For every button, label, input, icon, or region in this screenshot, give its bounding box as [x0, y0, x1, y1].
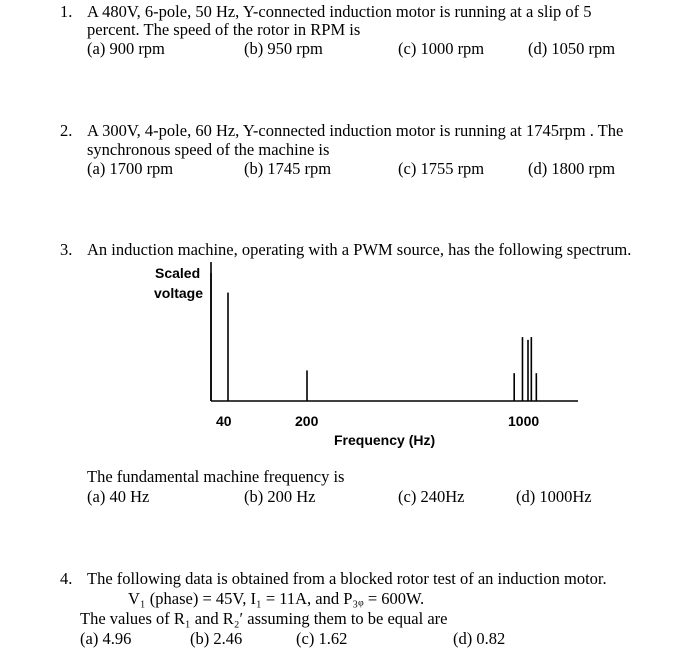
q4-text-line1: The following data is obtained from a blocked rotor test of an induction motor. — [87, 569, 607, 588]
q2-option-b: (b) 1745 rpm — [244, 159, 332, 178]
q2-number: 2. — [60, 121, 73, 140]
q1-option-b: (b) 950 rpm — [244, 39, 323, 58]
q3-option-c: (c) 240Hz — [398, 487, 465, 506]
q1-number: 1. — [60, 2, 73, 21]
x-tick-label-200: 200 — [295, 413, 319, 429]
q3-option-b: (b) 200 Hz — [244, 487, 316, 506]
q3-text-line1: An induction machine, operating with a PWM source, has the following spectrum. — [87, 240, 632, 259]
q4-option-b: (b) 2.46 — [190, 629, 243, 648]
q2-text-line1: A 300V, 4-pole, 60 Hz, Y-connected induction motor is running at 1745rpm . The — [87, 121, 624, 140]
q3-question: The fundamental machine frequency is — [87, 467, 345, 486]
x-tick-label-1000: 1000 — [508, 413, 540, 429]
q4-text-line3: The values of R₁ and R₂′ assuming them to be equal are — [80, 609, 448, 628]
q4-option-a: (a) 4.96 — [80, 629, 132, 648]
q4-option-d: (d) 0.82 — [453, 629, 506, 648]
q2-option-a: (a) 1700 rpm — [87, 159, 174, 178]
q2-text-line2: synchronous speed of the machine is — [87, 140, 330, 159]
q4-option-c: (c) 1.62 — [296, 629, 348, 648]
q1-text-line2: percent. The speed of the rotor in RPM is — [87, 20, 361, 39]
y-axis-label-line1: Scaled — [155, 265, 201, 281]
q1-option-a: (a) 900 rpm — [87, 39, 165, 58]
q3-number: 3. — [60, 240, 73, 259]
q1-option-d: (d) 1050 rpm — [528, 39, 616, 58]
x-tick-label-40: 40 — [216, 413, 232, 429]
q4-given-values: V₁ (phase) = 45V, I₁ = 11A, and P₃ᵩ = 600W. — [128, 589, 425, 608]
q2-option-c: (c) 1755 rpm — [398, 159, 485, 178]
x-axis-label: Frequency (Hz) — [334, 432, 436, 448]
y-axis-label-line2: voltage — [154, 285, 204, 301]
q2-option-d: (d) 1800 rpm — [528, 159, 616, 178]
q3-option-d: (d) 1000Hz — [516, 487, 592, 506]
q3-option-a: (a) 40 Hz — [87, 487, 150, 506]
q4-number: 4. — [60, 569, 73, 588]
q1-option-c: (c) 1000 rpm — [398, 39, 485, 58]
q1-text-line1: A 480V, 6-pole, 50 Hz, Y-connected induction motor is running at a slip of 5 — [87, 2, 592, 21]
